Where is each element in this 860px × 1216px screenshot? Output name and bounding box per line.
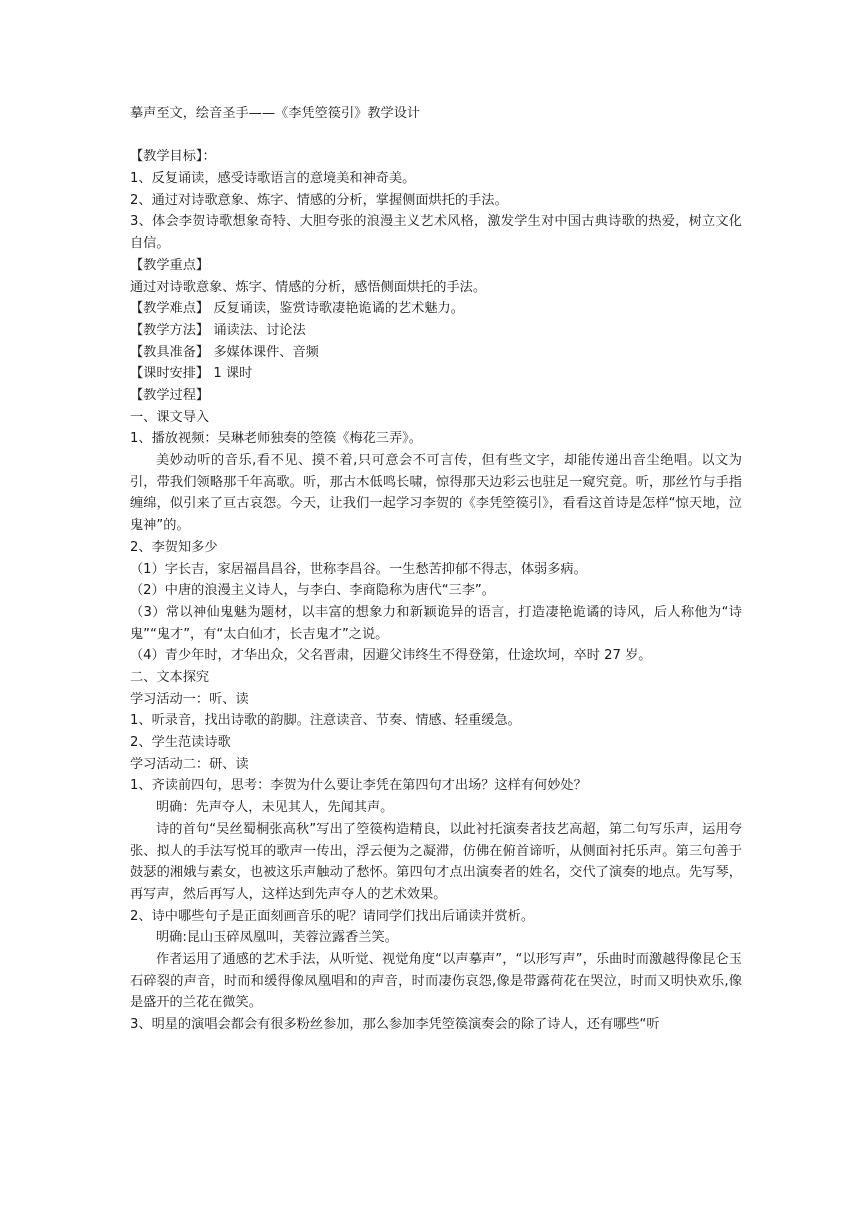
- li-he-heading: 2、李贺知多少: [130, 539, 218, 555]
- activity-2-heading: 学习活动二：研、读: [130, 756, 249, 772]
- li-he-item-4: （4）青少年时，才华出众，父名晋肃，因避父讳终生不得登第，仕途坎坷，卒时 27 岁。: [130, 648, 652, 664]
- subheading-text-study: 二、文本探究: [130, 670, 210, 685]
- goal-2: 2、通过对诗歌意象、炼字、情感的分析，掌握侧面烘托的手法。: [130, 192, 508, 208]
- materials-line: 【教具准备】 多媒体课件、音频: [130, 344, 319, 360]
- analysis-1: 诗的首句“吴丝蜀桐张高秋”写出了箜篌构造精良，以此衬托演奏者技艺高超，第二句写乐声，运用夸张、拟人的手法写悦耳的歌声一传出，浮云便为之凝滞，仿佛在俯首谛听，从侧面衬托乐声。第三句善于鼓瑟的湘娥与素女，也被这乐声触动了愁怀。第四句才点出演奏者的姓名，交代了演奏的地点。先写琴，再写声，然后再写人，这样达到先声夺人的艺术效果。: [130, 821, 742, 902]
- section-heading-process: 【教学过程】: [130, 387, 210, 403]
- section-heading-key-points: 【教学重点】: [130, 257, 210, 273]
- goal-1: 1、反复诵读，感受诗歌语言的意境美和神奇美。: [130, 171, 416, 187]
- schedule-line: 【课时安排】 1 课时: [130, 366, 253, 382]
- method-line: 【教学方法】 诵读法、讨论法: [130, 322, 306, 338]
- li-he-item-3: （3）常以神仙鬼魅为题材，以丰富的想象力和新颖诡异的语言，打造凄艳诡谲的诗风，后人称他为“诗鬼”“鬼才”，有“太白仙才，长吉鬼才”之说。: [130, 604, 742, 642]
- intro-paragraph: 美妙动听的音乐,看不见、摸不着,只可意会不可言传，但有些文字，却能传递出音尘绝唱。以文为引，带我们领略那千年高歌。听，那古木低鸣长啸，惊得那天边彩云也驻足一窥究竟。听，那丝竹与手指缠绵，似引来了亘古哀怨。今天，让我们一起学习李贺的《李凭箜篌引》，看看这首诗是怎样“惊天地，泣鬼神”的。: [130, 453, 742, 534]
- document-page: [130, 103, 742, 1036]
- analysis-2: 作者运用了通感的艺术手法，从听觉、视觉角度“以声摹声”，“以形写声”，乐曲时而激越得像昆仑玉石碎裂的声音，时而和缓得像凤凰唱和的声音，时而凄伤哀怨,像是带露荷花在哭泣，时而又明快欢乐,像是盛开的兰花在微笑。: [130, 952, 742, 1011]
- goal-3: 3、体会李贺诗歌想象奇特、大胆夸张的浪漫主义艺术风格，激发学生对中国古典诗歌的热爱，树立文化自信。: [130, 214, 742, 252]
- section-heading-goals: 【教学目标】：: [130, 149, 216, 165]
- question-2: 2、诗中哪些句子是正面刻画音乐的呢？请同学们找出后诵读并赏析。: [130, 908, 535, 924]
- li-he-item-2: （2）中唐的浪漫主义诗人，与李白、李商隐称为唐代“三李”。: [130, 583, 495, 599]
- intro-step-1: 1、播放视频：吴琳老师独奏的箜篌《梅花三弄》。: [130, 431, 422, 447]
- subheading-intro: 一、课文导入: [130, 409, 210, 425]
- answer-1: 明确：先声夺人，未见其人，先闻其声。: [156, 800, 394, 816]
- key-points-text: 通过对诗歌意象、炼字、情感的分析，感悟侧面烘托的手法。: [130, 279, 487, 295]
- activity-1-step-2: 2、学生范读诗歌: [130, 735, 231, 751]
- answer-2: 明确:昆山玉碎凤凰叫，芙蓉泣露香兰笑。: [156, 930, 398, 946]
- difficulty-line: 【教学难点】 反复诵读，鉴赏诗歌凄艳诡谲的艺术魅力。: [130, 301, 464, 317]
- activity-1-step-1: 1、听录音，找出诗歌的韵脚。注意读音、节奏、情感、轻重缓急。: [130, 713, 521, 729]
- question-3: 3、明星的演唱会都会有很多粉丝参加，那么参加李凭箜篌演奏会的除了诗人，还有哪些“听: [130, 1017, 660, 1033]
- activity-1-heading: 学习活动一：听、读: [130, 691, 249, 707]
- document-title: 摹声至文，绘音圣手——《李凭箜篌引》教学设计: [130, 106, 421, 121]
- question-1: 1、齐读前四句，思考：李贺为什么要让李凭在第四句才出场？这样有何妙处？: [130, 778, 587, 794]
- li-he-item-1: （1）字长吉，家居福昌昌谷，世称李昌谷。一生愁苦抑郁不得志，体弱多病。: [130, 561, 587, 577]
